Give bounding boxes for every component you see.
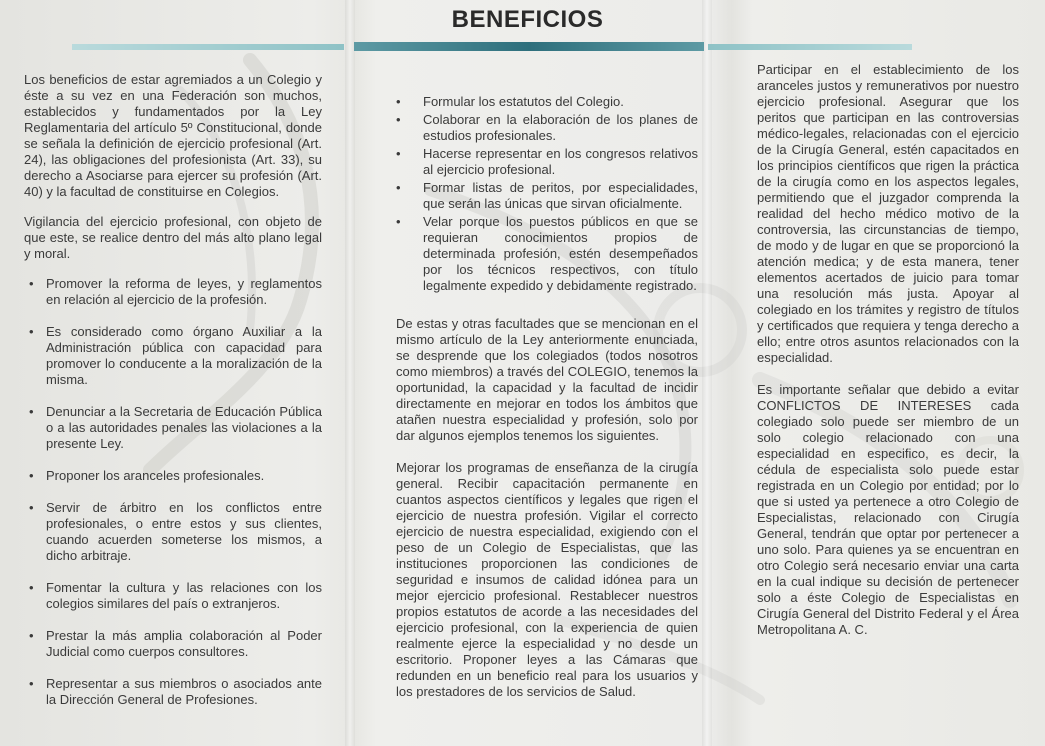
bullet-icon: •	[396, 112, 401, 127]
list-item: • Prestar la más amplia colaboración al Poder Judicial como cuerpos consultores.	[29, 628, 322, 659]
list-item: • Servir de árbitro en los conflictos entre profesionales, o entre estos y sus clientes, cuando acuerden someterse los mismos, a dicho arbitraje.	[29, 500, 322, 563]
decorative-rule-left	[72, 44, 344, 50]
fold-line	[702, 0, 712, 746]
list-item: • Representar a sus miembros o asociados ante la Dirección General de Profesiones.	[29, 676, 322, 707]
list-item: • Formar listas de peritos, por especialidades, que serán las únicas que sirvan oficialmente.	[396, 180, 698, 211]
bullet-icon: •	[396, 214, 401, 229]
decorative-rule-right	[708, 44, 912, 50]
bullet-icon: •	[29, 276, 34, 291]
column-left	[24, 72, 322, 724]
bullet-icon: •	[29, 500, 34, 515]
list-item: • Fomentar la cultura y las relaciones con los colegios similares del país o extranjeros.	[29, 580, 322, 611]
list-item: • Formular los estatutos del Colegio.	[396, 94, 624, 109]
conflicts-paragraph: Es importante señalar que debido a evitar CONFLICTOS DE INTERESES cada colegiado solo puede ser miembro de un solo colegio relacionado con una especialidad en especifico, es decir, la cédula de especialista solo puede estar registrada en un Colegio por entidad; por lo que si usted ya pertenece a otro Colegio de Especialistas, relacionado con Cirugía General, tendrán que optar por pertenecer a uno solo. Para quienes ya se encuentran en otro Colegio será necesario enviar una carta en la cual indique su decisión de pertenecer solo a éste Colegio de Especialistas en Cirugía General del Distrito Federal y el Área Metropolitana A. C.	[757, 382, 1019, 637]
list-item: • Proponer los aranceles profesionales.	[29, 468, 265, 483]
bullet-icon: •	[29, 404, 34, 419]
bullet-icon: •	[396, 94, 401, 109]
bullet-icon: •	[396, 180, 401, 195]
vigilancia-paragraph: Vigilancia del ejercicio profesional, con objeto de que este, se realice dentro del más alto plano legal y moral.	[24, 214, 322, 261]
list-item: • Colaborar en la elaboración de los planes de estudios profesionales.	[396, 112, 698, 143]
list-item: • Es considerado como órgano Auxiliar a la Administración pública con capacidad para promover lo conducente a la moralización de la misma.	[29, 324, 322, 387]
fold-line	[345, 0, 355, 746]
list-item: • Promover la reforma de leyes, y reglamentos en relación al ejercicio de la profesión.	[29, 276, 322, 307]
bullet-icon: •	[29, 324, 34, 339]
bullet-icon: •	[396, 146, 401, 161]
bullet-icon: •	[29, 580, 34, 595]
faculties-list	[396, 94, 698, 294]
list-item: • Denunciar a la Secretaria de Educación Pública o a las autoridades penales las violaciones a la presente Ley.	[29, 404, 322, 451]
intro-paragraph: Los beneficios de estar agremiados a un Colegio y éste a su vez en una Federación son muchos, establecidos y fundamentados por la Ley Reglamentaria del artículo 5º Constitucional, donde se señala la definición de ejercicio profesional (Art. 24), las obligaciones del profesionista (Art. 33), su derecho a Asociarse para ejercer su profesión (Art. 40) y la facultad de constituirse en Colegios.	[24, 72, 322, 199]
page-title: BENEFICIOS	[451, 6, 604, 33]
participation-paragraph: Participar en el establecimiento de los aranceles justos y remunerativos por nuestro ejercicio profesional. Asegurar que los peritos que participan en las controversias médico-legales, relacionadas con el ejercicio de la Cirugía General, estén capacitados en los principios científicos que rigen la práctica de la cirugía como en los aspectos legales, permitiendo que el juzgador comprenda la realidad del hecho médico motivo de la controversia, las circunstancias de tiempo, de modo y de lugar en que se proporcionó la atención medica; y de esta manera, tener elementos acertados de juicio para tomar una resolución más justa. Apoyar al colegiado en los trámites y registro de títulos y certificados que requiera y tenga derecho a ello; entre otros asuntos relacionados con la especialidad.	[757, 62, 1019, 365]
bullet-icon: •	[29, 628, 34, 643]
benefits-list	[24, 276, 322, 708]
list-item: • Hacerse representar en los congresos relativos al ejercicio profesional.	[396, 146, 698, 177]
list-item: • Velar porque los puestos públicos en que se requieran conocimientos propios de determinada profesión, estén desempeñados por los técnicos respectivos, con título legalmente expedido y debidamente registrado.	[396, 214, 698, 293]
column-center	[396, 94, 698, 700]
improvements-paragraph: Mejorar los programas de enseñanza de la cirugía general. Recibir capacitación permanente en cuantos aspectos científicos y legales que rigen el ejercicio de nuestra profesión. Vigilar el correcto ejercicio de nuestra especialidad, exigiendo con el peso de un Colegio de Especialistas, que las instituciones proporcionen las condiciones de seguridad e insumos de calidad idónea para un mejor ejercicio profesional. Restablecer nuestros propios estatutos de acorde a las necesidades del ejercicio profesional, con la experiencia de quien realmente ejerce la especialidad y no desde un escritorio. Proponer leyes a las Cámaras que redunden en un beneficio real para los usuarios y los prestadores de los servicios de Salud.	[396, 460, 698, 699]
faculties-paragraph: De estas y otras facultades que se mencionan en el mismo artículo de la Ley anteriormente enunciada, se desprende que los colegiados (todos nosotros como miembros) a través del COLEGIO, tenemos la oportunidad, la capacidad y la facultad de incidir directamente en mejorar en todos los ámbitos que atañen nuestra especialidad y profesión, solo por dar algunos ejemplos tenemos los siguientes.	[396, 316, 698, 443]
column-right	[757, 62, 1019, 638]
decorative-rule-center	[354, 42, 704, 51]
bullet-icon: •	[29, 676, 34, 691]
bullet-icon: •	[29, 468, 34, 483]
